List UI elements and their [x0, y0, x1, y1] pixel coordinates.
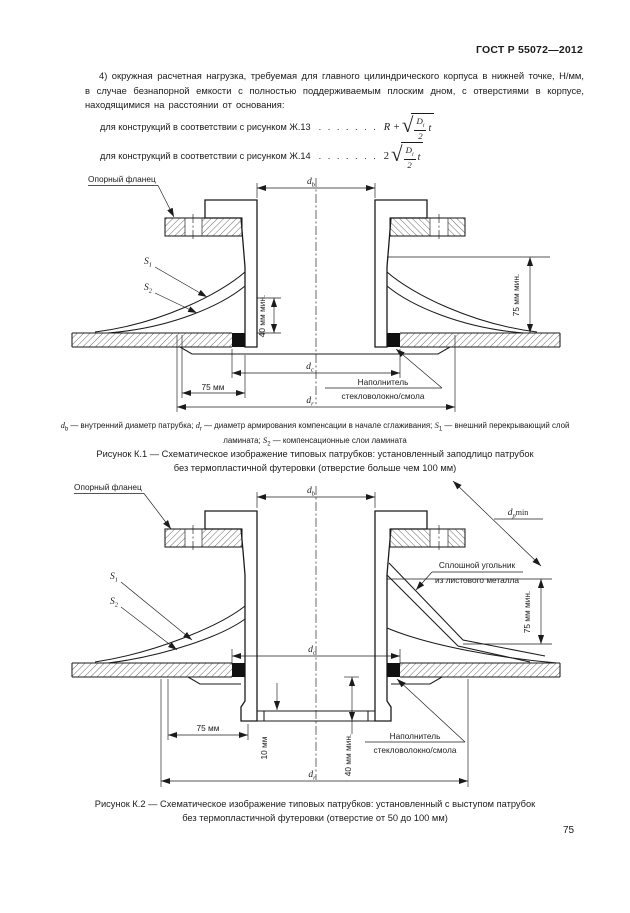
formula2-prefix: 2: [383, 150, 390, 162]
svg-text:10 мм: 10 мм: [259, 736, 269, 760]
fig2-filler-right: [387, 663, 400, 677]
svg-text:75 мм мин.: 75 мм мин.: [511, 273, 521, 317]
fig1-label-filler: [325, 349, 442, 401]
fig1-dim-40mm-min: [257, 295, 281, 337]
fig2-bottom-overlay: [188, 677, 442, 684]
svg-text:стекловолокно/смола: стекловолокно/смола: [373, 745, 457, 755]
svg-text:Наполнитель: Наполнитель: [357, 377, 409, 387]
fig1-label-s1: [144, 257, 207, 297]
formula2-radical: √ $\frac{D_i}{2}$ t: [391, 142, 423, 170]
fig2-laminate-skirt: [95, 606, 557, 663]
svg-text:S2: $S_2$: [144, 283, 152, 295]
fig2-filler-left: [232, 663, 245, 677]
fig1-filler-right: [387, 333, 400, 347]
page-number: 75: [563, 825, 575, 836]
formula1-lead: для конструкций в соответствии с рисунком Ж.13: [100, 122, 311, 132]
body-paragraph: 4) окружная расчетная нагрузка, требуемая для главного цилиндрического корпуса в нижней точке, Н/мм, в случае безнапорной емкости с полностью поддерживаемым плоским дном, с отверстиями в корпусе, находящимися на расстоянии от основания:: [85, 70, 584, 111]
svg-text:75 мм мин.: 75 мм мин.: [522, 590, 532, 634]
fig1-backing-flange-right: [390, 214, 465, 240]
figure-k1-caption: Рисунок К.1 — Схематическое изображение типовых патрубков: установленный заподлицо патрубок без термопластичной футеровки (отверстие больше чем 100 мм): [96, 449, 534, 473]
formula-line-1: [100, 112, 434, 142]
svg-text:Сплошной угольник: Сплошной угольник: [438, 560, 516, 570]
fig1-label-flange: [88, 174, 174, 217]
fig2-dim-75mm-min: [387, 579, 552, 644]
fig1-bottom-overlay: [180, 347, 450, 354]
formula1-radical: √ $\frac{D_i}{2}$ t: [402, 113, 434, 141]
fig1-dim-75mm-min: [387, 257, 550, 333]
fig2-backing-flange-right: [390, 525, 465, 551]
svg-text:dc: $d_c$: [308, 645, 316, 657]
svg-text:S2: $S_2$: [110, 597, 118, 609]
svg-text:dr: $d_r$: [308, 770, 316, 782]
fig2-backing-flange-left: [165, 525, 242, 551]
formula1-dots: . . . . . . .: [318, 122, 378, 132]
svg-text:dc: $d_c$: [306, 362, 314, 374]
svg-text:40 мм мин.: 40 мм мин.: [343, 733, 353, 777]
fig2-dim-dp-min: [453, 481, 543, 566]
svg-text:75 мм: 75 мм: [201, 382, 225, 392]
svg-text:db: $d_b$: [307, 486, 315, 498]
fig2-label-filler: [365, 679, 465, 755]
fig2-label-gusset: [416, 560, 523, 590]
formula-line-2: [100, 141, 423, 171]
fig2-label-s2: [110, 597, 177, 650]
svg-text:40 мм мин.: 40 мм мин.: [257, 294, 267, 338]
svg-text:из листового металла: из листового металла: [434, 575, 520, 585]
svg-text:Опорный фланец: Опорный фланец: [74, 482, 142, 492]
figure-k1-drawing: [60, 172, 580, 420]
formula2-lead: для конструкций в соответствии с рисунком Ж.14: [100, 151, 311, 161]
document-header: ГОСТ Р 55072—2012: [475, 44, 583, 56]
figure-k1-footnote: $d_b$ — внутренний диаметр патрубка; $d_r$ — диаметр армирования компенсации в начале сглаживания; $S_1$ — внешний перекрывающий слой ламината; $S_2$ — компенсационные слои ламината: [60, 420, 570, 448]
svg-text:Опорный фланец: Опорный фланец: [88, 174, 156, 184]
svg-text:db: $d_b$: [307, 177, 315, 189]
fig1-backing-flange-left: [165, 214, 242, 240]
fig1-filler-left: [232, 333, 245, 347]
svg-text:S1: $S_1$: [110, 572, 118, 584]
svg-text:S1: $S_1$: [144, 257, 152, 269]
fig2-dim-40mm-min: [343, 677, 359, 776]
svg-text:dpmin: $d_p^{min}$: [507, 508, 529, 520]
svg-text:75 мм: 75 мм: [196, 723, 220, 733]
fig1-label-s2: [144, 283, 197, 313]
figure-k2-caption: Рисунок К.2 — Схематическое изображение типовых патрубков: установленный с выступом патрубок без термопластичной футеровки (отверстие от 50 до 100 мм): [94, 799, 536, 823]
svg-text:Наполнитель: Наполнитель: [389, 731, 441, 741]
formula1-prefix: R +: [383, 121, 400, 133]
svg-text:стекловолокно/смола: стекловолокно/смола: [341, 391, 425, 401]
fig2-dim-75mm: [168, 679, 248, 740]
formula2-dots: . . . . . . .: [318, 151, 378, 161]
svg-text:dr: $d_r$: [306, 396, 314, 408]
fig2-label-flange: [74, 482, 171, 529]
figure-k2-drawing: [60, 478, 580, 793]
